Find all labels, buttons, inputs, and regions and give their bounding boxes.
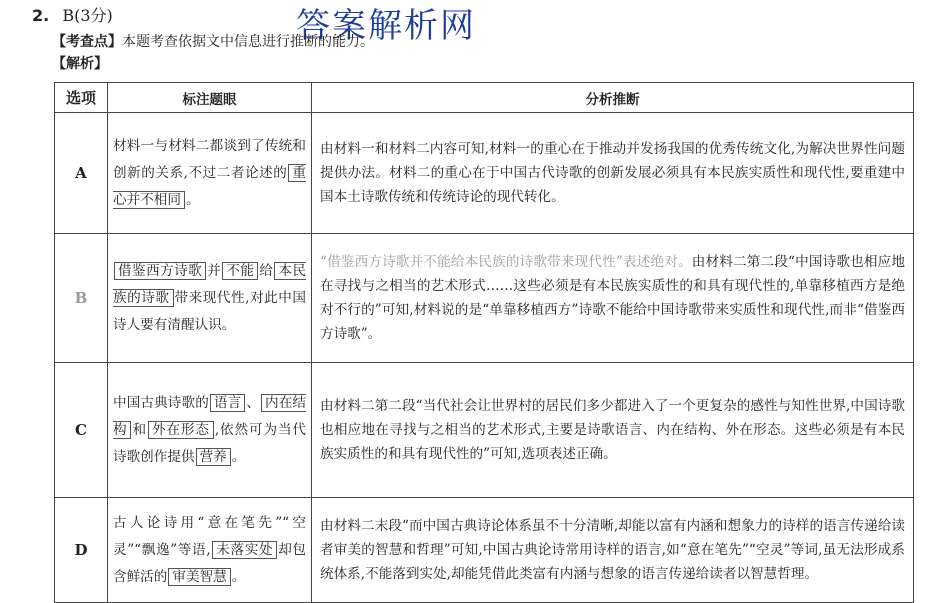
mark-text: 、 xyxy=(246,394,261,411)
marked-keyword: 营养 xyxy=(196,448,231,466)
mark-text: 。 xyxy=(231,568,246,585)
analysis-cell xyxy=(312,113,914,234)
watermark-text: 答案解析网 xyxy=(296,6,476,46)
marked-keyword: 未落实处 xyxy=(212,541,278,559)
mark-text: 并 xyxy=(207,262,222,279)
marked-keyword: 语言 xyxy=(210,394,245,412)
kaocha-label: 【考查点】 xyxy=(52,34,122,50)
table-row xyxy=(55,498,914,603)
table-row xyxy=(55,113,914,234)
analysis-text: 由材料二末段“而中国古典诗论体系虽不十分清晰,却能以富有内涵和想象力的诗样的语言传递给读者审美的智慧和哲理”可知,中国古典论诗常用诗样的语言,如“意在笔先”“空灵”等词,虽无法形成系统体系,不能落到实处,却能凭借此类富有内涵与想象的语言传递给读者以智慧哲理。 xyxy=(320,518,905,582)
marked-keyword: 内在结构 xyxy=(113,394,307,438)
jiexi-label: 【解析】 xyxy=(52,56,108,72)
mark-text: 却包含鲜活的 xyxy=(113,541,307,585)
marked-keyword: 不能 xyxy=(222,262,258,280)
table-row xyxy=(55,363,914,498)
marks-cell xyxy=(108,113,312,234)
analysis-table xyxy=(54,82,914,603)
option-cell: C xyxy=(55,363,108,498)
marked-keyword: 外在形态 xyxy=(148,421,214,439)
analysis-text: 由材料二第二段“当代社会让世界村的居民们多少都进入了一个更复杂的感性与知性世界,中国诗歌也相应地在寻找与之相当的艺术形式,主要是诗歌语言、内在结构、外在形态。这些必须是有本民族实质性的和具有现代性的”可知,选项表述正确。 xyxy=(320,398,905,462)
mark-text: ,依然可为当代诗歌创作提供 xyxy=(113,421,307,465)
table-row xyxy=(55,234,914,363)
option-cell: A xyxy=(55,113,108,234)
analysis-text: 由材料一和材料二内容可知,材料一的重心在于推动并发扬我国的优秀传统文化,为解决世界性问题提供办法。材料二的重心在于中国古代诗歌的创新发展必须具有本民族实质性和现代性,要重建中国本土诗歌传统和传统诗论的现代转化。 xyxy=(320,141,905,205)
option-cell: B xyxy=(55,234,108,363)
mark-text: 古人论诗用“意在笔先”“空灵”“飘逸”等语, xyxy=(113,514,306,558)
analysis-text: 由材料二第二段“中国诗歌也相应地在寻找与之相当的艺术形式……这些必须是有本民族实质性的和具有现代性的,单靠移植西方是绝对不行的”可知,材料说的是“单靠移植西方”诗歌不能给中国诗歌带来实质性和现代性,而非“借鉴西方诗歌”。 xyxy=(320,254,905,342)
header-analysis: 分析推断 xyxy=(312,83,914,113)
marked-keyword: 审美智慧 xyxy=(168,568,230,586)
marked-keyword: 本民族的诗歌 xyxy=(113,262,307,306)
analysis-cell xyxy=(312,234,914,363)
mark-text: 中国古典诗歌的 xyxy=(113,394,209,411)
marks-cell xyxy=(108,363,312,498)
analysis-cell xyxy=(312,498,914,603)
header-marks: 标注题眼 xyxy=(108,83,312,113)
marked-keyword: 借鉴西方诗歌 xyxy=(114,262,206,280)
option-cell: D xyxy=(55,498,108,603)
marks-cell xyxy=(108,498,312,603)
analysis-cell xyxy=(312,363,914,498)
marked-keyword: 重心并不相同 xyxy=(113,164,306,208)
mark-text: 材料一与材料二都谈到了传统和创新的关系,不过二者论述的 xyxy=(113,137,306,181)
question-number: 2. xyxy=(32,6,50,25)
analysis-faded-text: “借鉴西方诗歌并不能给本民族的诗歌带来现代性”表述绝对。 xyxy=(320,254,692,270)
answer-text: B(3分) xyxy=(62,6,113,25)
jiexi-line xyxy=(52,55,108,73)
mark-text: 和 xyxy=(132,421,147,438)
marks-cell xyxy=(108,234,312,363)
kaocha-text: 本题考查依据文中信息进行推断的能力。 xyxy=(122,34,374,50)
header-option: 选项 xyxy=(55,83,108,113)
mark-text: 带来现代性,对此中国诗人要有清醒认识。 xyxy=(113,289,306,333)
mark-text: 给 xyxy=(259,262,274,279)
mark-text: 。 xyxy=(231,448,246,465)
kaocha-line xyxy=(52,33,374,51)
table-header-row xyxy=(55,83,914,113)
mark-text: 。 xyxy=(185,191,200,208)
question-header xyxy=(32,6,113,26)
